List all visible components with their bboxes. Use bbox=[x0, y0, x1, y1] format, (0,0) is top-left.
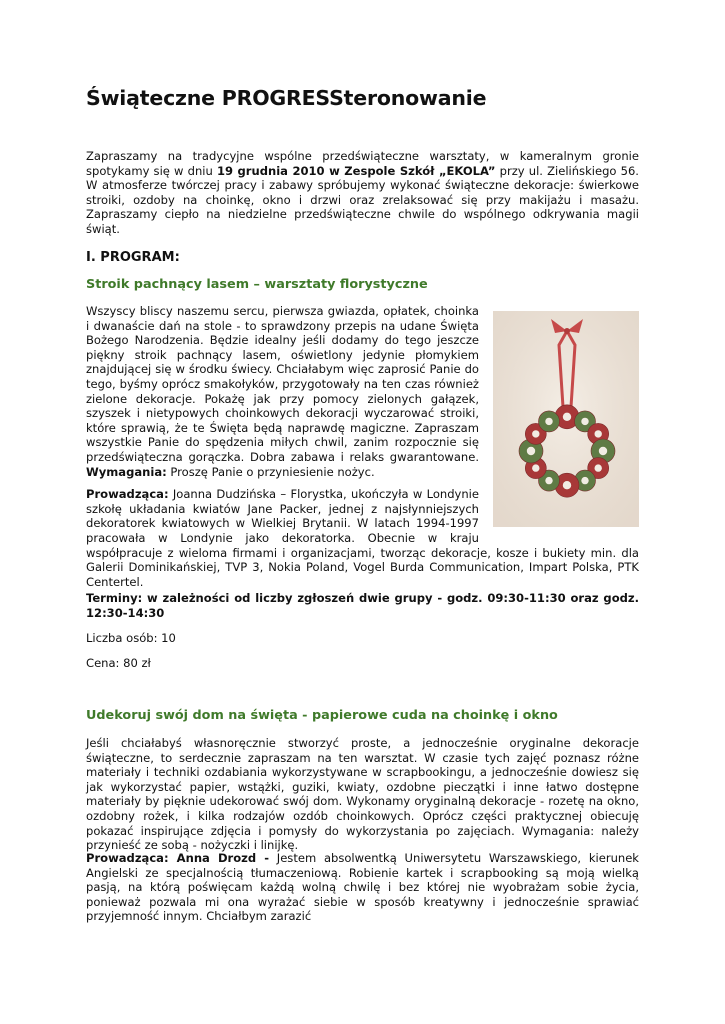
rosette-center bbox=[599, 447, 607, 455]
wreath-photo bbox=[493, 311, 639, 527]
rosette-center bbox=[595, 430, 602, 437]
section1-requirements-text: Proszę Panie o przyniesienie nożyc. bbox=[166, 464, 375, 479]
section2-leader-text: Jestem absolwentką Uniwersytetu Warszawskiego, kierunek Angielski ze specjalnością tłumaczeniową. Robienie kartek i scrapbooking są moją wielką pasją, na którą poświęcam każdą wolną chwilę i bez której nie wyobrażam sobie życia, ponieważ pozwala mi ona wyrażać siebie w sposób kreatywny i jednocześnie sprawiać przyjemność innym. Chciałbym zarazić bbox=[86, 851, 639, 924]
rosette-center bbox=[527, 447, 535, 455]
section1-content bbox=[86, 304, 639, 589]
rosette-center bbox=[563, 481, 571, 489]
page-title: Świąteczne PROGRESSteronowanie bbox=[86, 86, 487, 110]
section2-heading: Udekoruj swój dom na święta - papierowe cuda na choinkę i okno bbox=[86, 708, 558, 723]
rosette-center bbox=[581, 418, 588, 425]
intro-paragraph bbox=[86, 149, 639, 237]
section1-price: Cena: 80 zł bbox=[86, 656, 151, 670]
section1-participants: Liczba osób: 10 bbox=[86, 631, 176, 645]
rosette-center bbox=[545, 477, 552, 484]
rosette-center bbox=[532, 464, 539, 471]
rosette-center bbox=[532, 430, 539, 437]
section1-body: Wszyscy bliscy naszemu sercu, pierwsza gwiazda, opłatek, choinka i dwanaście dań na stole - to sprawdzony przepis na udane Święta Bożego Narodzenia. Będzie idealny jeśli dodamy do tego jeszcze piękny stroik pachnący lasem, oświetlony jedynie płomykiem znajdującej się w środku świecy. Chciałabym więc zaprosić Panie do tego, byśmy oprócz smakołyków, przygotowały na ten czas również zielone dekoracje. Pokażę jak przy pomocy zielonych gałązek, szyszek i nietypowych choinkowych dekoracji wyczarować stroiki, które sprawią, że te Święta będą naprawdę magiczne. Zapraszam wszystkie Panie do spędzenia miłych chwil, zanim rozpocznie się przedświąteczna gorączka. Dobra zabawa i relaks gwarantowane. bbox=[86, 304, 479, 464]
section1-leader-label: Prowadząca: bbox=[86, 487, 169, 502]
rosette-center bbox=[545, 418, 552, 425]
section1-terms: Terminy: w zależności od liczby zgłoszeń dwie grupy - godz. 09:30-11:30 oraz godz. 12:30-14:30 bbox=[86, 591, 639, 620]
section2-leader-label: Prowadząca: Anna Drozd - bbox=[86, 851, 270, 865]
section1-heading: Stroik pachnący lasem – warsztaty florystyczne bbox=[86, 277, 428, 292]
intro-text-end: przy ul. Zielińskiego 56. W atmosferze twórczej pracy i zabawy spróbujemy wykonać świąteczne dekoracje: świerkowe stroiki, ozdoby na choinkę, okno i drzwi oraz zrelaksować się przy makijażu i masażu. Zapraszamy ciepło na niedzielne przedświąteczne chwile do wspólnego odkrywania magii świąt. bbox=[86, 163, 639, 236]
section2-body: Jeśli chciałabyś własnoręcznie stworzyć proste, a jednocześnie oryginalne dekoracje świąteczne, to serdecznie zapraszam na ten warsztat. W czasie tych zajęć poznasz różne materiały i techniki ozdabiania wykorzystywane w scrapbookingu, a jednocześnie dowiesz się jak wykorzystać papier, wstążki, guziki, kwiaty, ozdobne pieczątki i inne łatwo dostępne materiały by pięknie udekorować swój dom. Wykonamy oryginalną dekoracje - rozetę na okno, ozdobny rożek, i kilka rodzajów ozdób choinkowych. Oprócz części praktycznej obiecuję pokazać inspirujące zdjęcia i pomysły do wykorzystania po zajęciach. Wymagania: należy przynieść ze sobą - nożyczki i linijkę. bbox=[86, 736, 639, 853]
rosette-center bbox=[581, 477, 588, 484]
section2-leader bbox=[86, 851, 639, 924]
intro-text-start: Zapraszamy na tradycyjne wspólne przedświąteczne warsztaty, w kameralnym gronie spotykamy się w dniu bbox=[86, 149, 639, 178]
section1-leader-text: Joanna Dudzińska – Florystka, ukończyła w Londynie szkołę układania kwiatów Jane Packer, jednej z najsłynniejszych dekoratorek kwiatowych w Wielkiej Brytanii. W latach 1994-1997 pracowała w Londynie jako dekoratorka. Obecnie w kraju współpracuje z wieloma firmami i organizacjami, tworząc dekoracje, kosze i bukiety min. dla Galerii Dominikańskiej, TVP 3, Nokia Poland, Vogel Burda Communication, Impart Polska, PTK Centertel. bbox=[86, 487, 639, 589]
program-heading: I. PROGRAM: bbox=[86, 250, 180, 265]
rosette-center bbox=[563, 413, 571, 421]
intro-date-bold: 19 grudnia 2010 w Zespole Szkół „EKOLA” bbox=[216, 163, 496, 178]
rosette-center bbox=[595, 464, 602, 471]
section1-requirements-label: Wymagania: bbox=[86, 464, 167, 479]
